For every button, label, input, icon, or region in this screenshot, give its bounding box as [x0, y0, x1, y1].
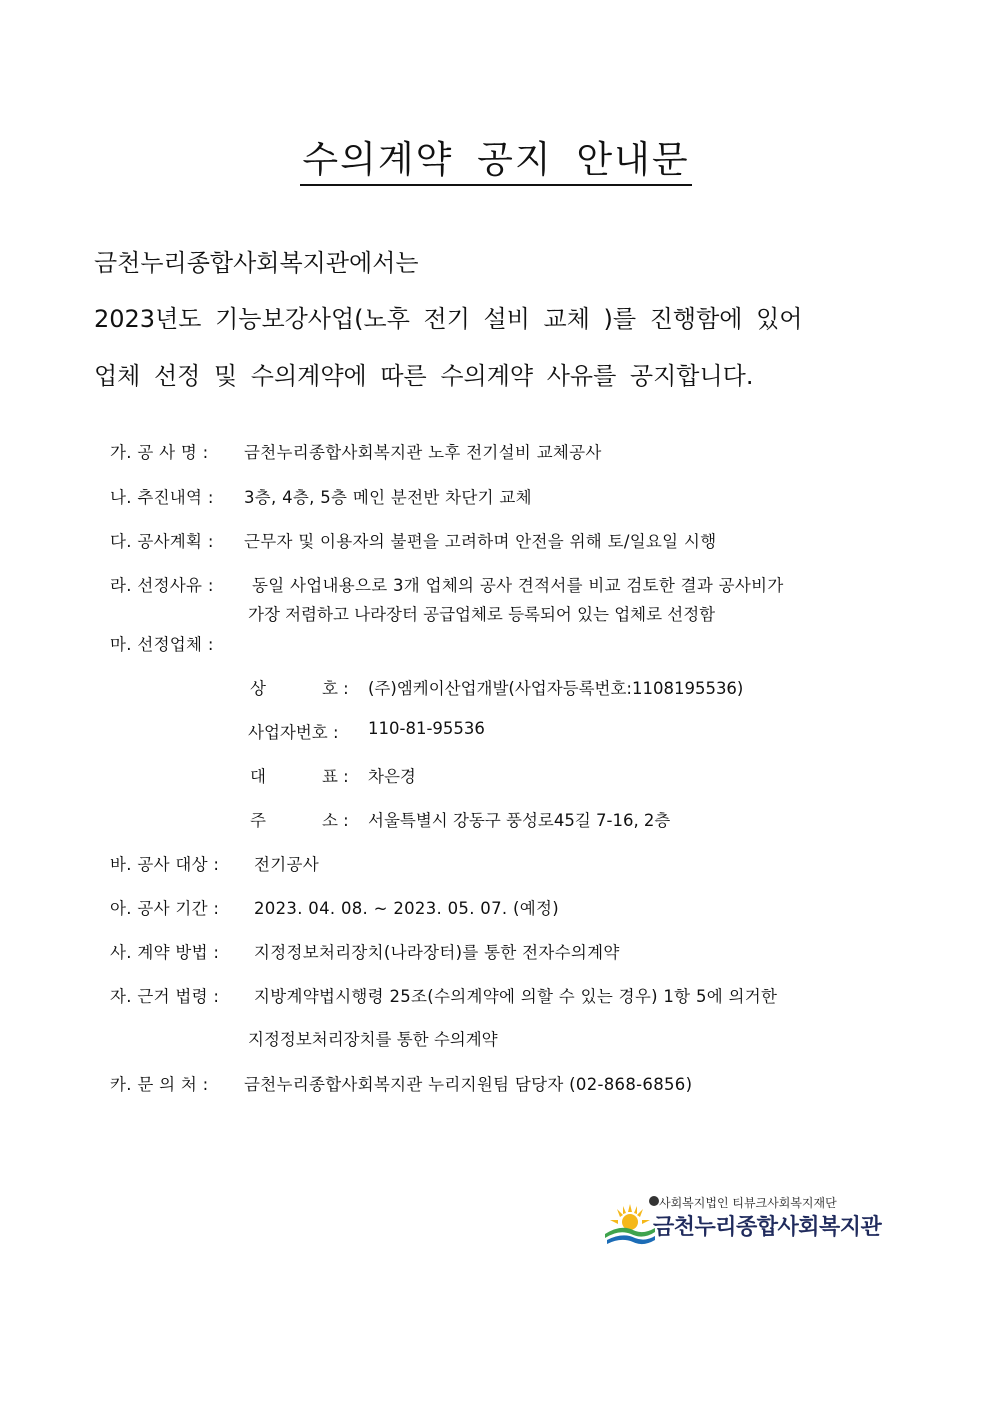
item-label: 아. 공사 기간 : [110, 899, 220, 918]
item-value: 지정정보처리장치(나라장터)를 통한 전자수의계약 [254, 943, 620, 962]
sun-wave-logo-icon [603, 1200, 657, 1250]
vendor-address-label-a: 주 [250, 811, 266, 830]
intro-line-1: 금천누리종합사회복지관에서는 [94, 249, 419, 277]
item-value: 전기공사 [254, 855, 319, 874]
item-value: 근무자 및 이용자의 불편을 고려하며 안전을 위해 토/일요일 시행 [244, 532, 717, 551]
item-value: 금천누리종합사회복지관 누리지원팀 담당자 (02-868-6856) [244, 1075, 693, 1094]
item-value: 2023. 04. 08. ~ 2023. 05. 07. (예정) [254, 899, 559, 918]
foundation-emblem-icon [649, 1196, 659, 1206]
vendor-ceo-label-b: 표 : [322, 767, 349, 786]
intro-line-3: 업체 선정 및 수의계약에 따른 수의계약 사유를 공지합니다. [94, 362, 754, 390]
document-title [0, 136, 992, 186]
vendor-address-value: 서울특별시 강동구 풍성로45길 7-16, 2층 [368, 811, 671, 830]
vendor-company-label-a: 상 [250, 679, 266, 698]
item-label: 마. 선정업체 : [110, 635, 214, 654]
item-value: 동일 사업내용으로 3개 업체의 공사 견적서를 비교 검토한 결과 공사비가 [252, 576, 784, 595]
item-label: 바. 공사 대상 : [110, 855, 220, 874]
vendor-bizno-value: 110-81-95536 [368, 719, 485, 738]
intro-line-2: 2023년도 기능보강사업(노후 전기 설비 교체 )를 진행함에 있어 [94, 305, 803, 333]
item-label: 다. 공사계획 : [110, 532, 214, 551]
item-legal-basis-cont: 지정정보처리장치를 통한 수의계약 [248, 1030, 498, 1049]
vendor-ceo-label-a: 대 [250, 767, 266, 786]
document-title-text: 수의계약 공지 안내문 [300, 136, 691, 186]
vendor-bizno-label: 사업자번호 : [248, 723, 339, 742]
item-label: 카. 문 의 처 : [110, 1075, 209, 1094]
vendor-address-label-b: 소 : [322, 811, 349, 830]
item-selection-reason-cont: 가장 저렴하고 나라장터 공급업체로 등록되어 있는 업체로 선정함 [248, 605, 716, 624]
item-value: 3층, 4층, 5층 메인 분전반 차단기 교체 [244, 488, 532, 507]
item-value: 금천누리종합사회복지관 노후 전기설비 교체공사 [244, 443, 602, 462]
vendor-company-value: (주)엠케이산업개발(사업자등록번호:1108195536) [368, 679, 744, 698]
item-label: 라. 선정사유 : [110, 576, 214, 595]
item-label: 사. 계약 방법 : [110, 943, 220, 962]
org-logo [603, 1194, 882, 1250]
item-label: 나. 추진내역 : [110, 488, 214, 507]
vendor-ceo-value: 차은경 [368, 767, 416, 786]
logo-org-main: 금천누리종합사회복지관 [653, 1215, 882, 1240]
item-label: 자. 근거 법령 : [110, 987, 220, 1006]
logo-org-top: 사회복지법인 티뷰크사회복지재단 [659, 1196, 837, 1210]
item-label: 가. 공 사 명 : [110, 443, 209, 462]
item-value: 지방계약법시행령 25조(수의계약에 의할 수 있는 경우) 1항 5에 의거한 [254, 987, 778, 1006]
vendor-company-label-b: 호 : [322, 679, 349, 698]
